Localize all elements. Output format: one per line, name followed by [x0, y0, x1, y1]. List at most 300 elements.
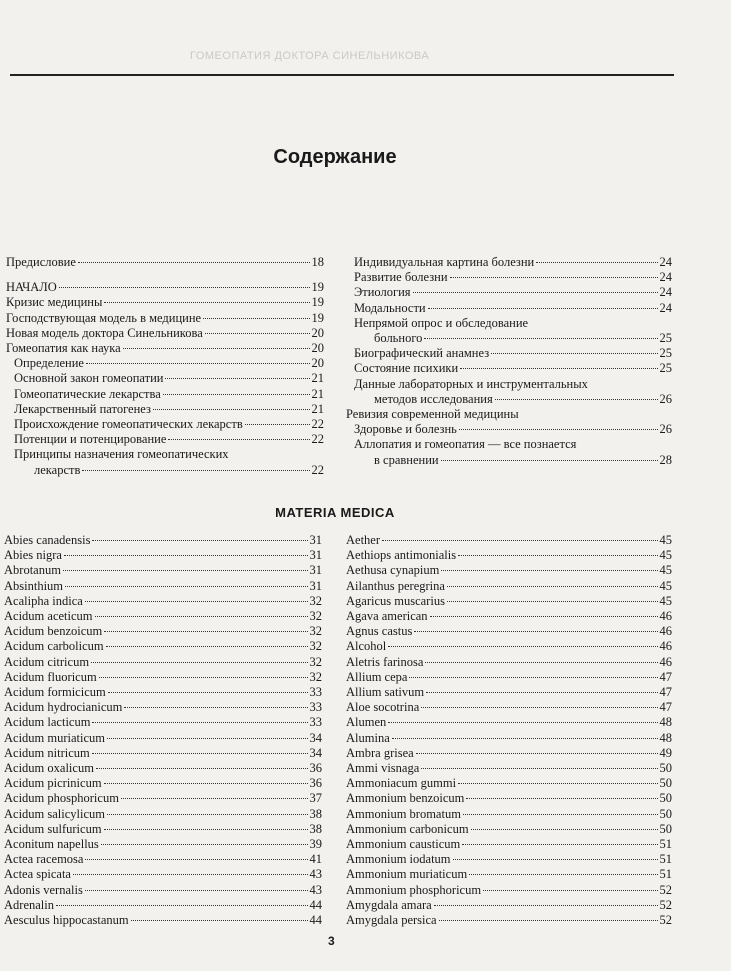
- toc-entry-page: 24: [659, 285, 672, 300]
- dot-leader: [78, 262, 310, 263]
- toc-entry[interactable]: [4, 533, 322, 548]
- toc-entry-label: Acidum sulfuricum: [4, 821, 102, 836]
- toc-entry-label: Развитие болезни: [354, 270, 448, 285]
- toc-entry[interactable]: [6, 387, 324, 402]
- toc-entry-page: 32: [309, 639, 322, 654]
- toc-entry-label: НАЧАЛО: [6, 280, 57, 295]
- dot-leader: [92, 540, 307, 541]
- toc-entry-page: 49: [659, 745, 672, 760]
- toc-entry-label: Acidum salicylicum: [4, 806, 106, 821]
- dot-leader: [82, 470, 309, 471]
- toc-entry[interactable]: [346, 791, 672, 806]
- dot-leader: [85, 601, 308, 602]
- toc-entry-label: Ammoniacum gummi: [346, 776, 457, 791]
- toc-entry-label: Absinthium: [4, 578, 64, 593]
- toc-entry-label: Agaricus muscarius: [346, 593, 445, 608]
- dot-leader: [165, 378, 309, 379]
- toc-entry-label: Acidum fluoricum: [4, 669, 97, 684]
- toc-entry-label: Acidum formicicum: [4, 685, 106, 700]
- page-title: Содержание: [273, 146, 397, 168]
- toc-entry[interactable]: [4, 624, 322, 639]
- toc-entry-page: 21: [311, 371, 324, 386]
- dot-leader: [131, 920, 308, 921]
- toc-entry[interactable]: [346, 898, 672, 913]
- dot-leader: [441, 460, 658, 461]
- toc-entry[interactable]: [4, 883, 322, 898]
- toc-entry[interactable]: [4, 563, 322, 578]
- toc-entry[interactable]: [346, 422, 672, 437]
- toc-entry[interactable]: [346, 807, 672, 822]
- toc-entry[interactable]: [346, 822, 672, 837]
- toc-entry[interactable]: [4, 548, 322, 563]
- toc-entry[interactable]: [346, 731, 672, 746]
- toc-entry-page: 24: [659, 270, 672, 285]
- toc-entry-label: Acidum benzoicum: [4, 624, 103, 639]
- toc-entry-label: Ammonium bromatum: [346, 806, 461, 821]
- header-rule: [10, 74, 674, 76]
- toc-entry[interactable]: [346, 715, 672, 730]
- toc-entry-page: 48: [659, 715, 672, 730]
- dot-leader: [466, 798, 657, 799]
- toc-entry-label: Acidum picrinicum: [4, 776, 102, 791]
- toc-entry-page: 33: [309, 685, 322, 700]
- dot-leader: [469, 874, 657, 875]
- toc-entry-page: 47: [659, 700, 672, 715]
- toc-entry[interactable]: [6, 402, 324, 417]
- toc-entry-label: Aconitum napellus: [4, 837, 99, 852]
- dot-leader: [392, 738, 658, 739]
- toc-entry-label: Abies nigra: [4, 548, 62, 563]
- toc-entry[interactable]: [4, 579, 322, 594]
- dot-leader: [382, 540, 657, 541]
- toc-entry[interactable]: [6, 356, 324, 371]
- dot-leader: [483, 890, 657, 891]
- toc-entry-label: Гомеопатические лекарства: [14, 386, 161, 401]
- dot-leader: [85, 859, 307, 860]
- running-head-bleedthrough: ГОМЕОПАТИЯ ДОКТОРА СИНЕЛЬНИКОВА: [190, 50, 430, 62]
- dot-leader: [92, 753, 308, 754]
- page-number: 3: [328, 934, 335, 948]
- toc-entry-page: 50: [659, 776, 672, 791]
- toc-entry[interactable]: [6, 463, 324, 478]
- toc-entry[interactable]: [6, 280, 324, 295]
- toc-entry[interactable]: [4, 837, 322, 852]
- toc-entry-page: 26: [659, 422, 672, 437]
- dot-leader: [73, 874, 308, 875]
- toc-entry-page: 50: [659, 821, 672, 836]
- toc-entry-label: Новая модель доктора Синельникова: [6, 325, 203, 340]
- toc-entry-page: 32: [309, 624, 322, 639]
- dot-leader: [413, 292, 658, 293]
- dot-leader: [458, 555, 657, 556]
- toc-entry-page: 43: [309, 867, 322, 882]
- toc-entry[interactable]: [4, 670, 322, 685]
- toc-entry-label: Agnus castus: [346, 624, 413, 639]
- toc-entry-label: Гомеопатия как наука: [6, 341, 121, 356]
- toc-entry[interactable]: [4, 746, 322, 761]
- toc-entry[interactable]: [346, 331, 672, 346]
- toc-entry-page: 46: [659, 639, 672, 654]
- dot-leader: [153, 409, 310, 410]
- toc-entry[interactable]: [346, 392, 672, 407]
- toc-entry[interactable]: [6, 311, 324, 326]
- toc-entry[interactable]: [346, 301, 672, 316]
- dot-leader: [121, 798, 308, 799]
- toc-entry-page: 32: [309, 654, 322, 669]
- toc-entry[interactable]: [346, 346, 672, 361]
- toc-entry-page: 45: [659, 563, 672, 578]
- toc-entry-label: Aethusa cynapium: [346, 563, 440, 578]
- dot-leader: [428, 308, 658, 309]
- dot-leader: [104, 829, 308, 830]
- toc-entry-label: Лекарственный патогенез: [14, 401, 151, 416]
- toc-entry-label: Ammonium muriaticum: [346, 867, 468, 882]
- toc-entry[interactable]: [4, 761, 322, 776]
- toc-entry-page: 52: [659, 913, 672, 928]
- dot-leader: [462, 844, 657, 845]
- toc-entry-page: 50: [659, 806, 672, 821]
- toc-entry[interactable]: [4, 822, 322, 837]
- toc-entry[interactable]: [346, 852, 672, 867]
- toc-entry[interactable]: [346, 913, 672, 928]
- toc-materia-medica-right-column: [346, 533, 672, 928]
- toc-entry[interactable]: [346, 361, 672, 376]
- dot-leader: [56, 905, 308, 906]
- toc-entry[interactable]: [6, 326, 324, 341]
- toc-entry[interactable]: [346, 655, 672, 670]
- dot-leader: [495, 399, 658, 400]
- toc-entry-label: Acidum nitricum: [4, 745, 90, 760]
- dot-leader: [63, 570, 308, 571]
- toc-entry-label: Adonis vernalis: [4, 882, 83, 897]
- dot-leader: [414, 631, 657, 632]
- toc-entry-first-line: Непрямой опрос и обследование: [354, 315, 529, 330]
- toc-entry-page: 48: [659, 730, 672, 745]
- toc-entry-page: 25: [659, 331, 672, 346]
- dot-leader: [416, 753, 658, 754]
- toc-entry[interactable]: [4, 852, 322, 867]
- toc-entry-page: 36: [309, 776, 322, 791]
- toc-entry[interactable]: [4, 700, 322, 715]
- toc-entry-page: 21: [311, 401, 324, 416]
- dot-leader: [460, 368, 657, 369]
- toc-entry-label: Abies canadensis: [4, 533, 91, 547]
- toc-entry-label: методов исследования: [374, 391, 493, 406]
- dot-leader: [104, 302, 309, 303]
- toc-entry[interactable]: [4, 898, 322, 913]
- toc-entry[interactable]: [346, 563, 672, 578]
- toc-entry[interactable]: [346, 761, 672, 776]
- toc-entry[interactable]: [4, 655, 322, 670]
- toc-entry-label: Ambra grisea: [346, 745, 414, 760]
- toc-entry-label: Определение: [14, 356, 84, 371]
- dot-leader: [205, 333, 310, 334]
- toc-entry-label: Aletris farinosa: [346, 654, 424, 669]
- toc-entry-page: 20: [311, 341, 324, 356]
- toc-entry-label: Allium cepa: [346, 669, 408, 684]
- dot-leader: [92, 722, 307, 723]
- toc-entry-label: Биографический анамнез: [354, 346, 490, 361]
- toc-entry-page: 34: [309, 745, 322, 760]
- toc-entry-page: 21: [311, 386, 324, 401]
- toc-entry[interactable]: [346, 285, 672, 300]
- toc-entry[interactable]: [346, 594, 672, 609]
- toc-entry-label: Acalipha indica: [4, 593, 83, 608]
- toc-entry-page: 31: [309, 578, 322, 593]
- toc-entry-page: 52: [659, 882, 672, 897]
- toc-entry-label: Aloe socotrina: [346, 700, 420, 715]
- toc-entry-label: Ревизия современной медицины: [346, 407, 519, 422]
- toc-entry[interactable]: [346, 746, 672, 761]
- toc-entry[interactable]: [4, 867, 322, 882]
- toc-entry[interactable]: [346, 700, 672, 715]
- toc-entry[interactable]: [346, 867, 672, 882]
- toc-entry-page: 32: [309, 609, 322, 624]
- dot-leader: [453, 859, 658, 860]
- dot-leader: [388, 722, 657, 723]
- toc-entry[interactable]: [6, 417, 324, 432]
- dot-leader: [123, 348, 310, 349]
- toc-entry-label: Acidum oxalicum: [4, 761, 94, 776]
- dot-leader: [447, 601, 658, 602]
- toc-entry-label: Adrenalin: [4, 897, 54, 912]
- toc-entry-label: Индивидуальная картина болезни: [354, 255, 535, 269]
- toc-entry-page: 31: [309, 533, 322, 547]
- toc-materia-medica-left-column: [4, 533, 322, 928]
- toc-entry-label: Состояние психики: [354, 361, 459, 376]
- toc-entry-page: 50: [659, 761, 672, 776]
- dot-leader: [96, 768, 308, 769]
- toc-entry-page: 51: [659, 852, 672, 867]
- toc-entry-page: 22: [311, 432, 324, 447]
- dot-leader: [471, 829, 658, 830]
- dot-leader: [95, 616, 308, 617]
- dot-leader: [425, 662, 657, 663]
- dot-leader: [99, 677, 308, 678]
- toc-entry-label: лекарств: [34, 462, 81, 477]
- toc-entry-label: Ammonium causticum: [346, 837, 461, 852]
- toc-entry[interactable]: [346, 639, 672, 654]
- toc-entry[interactable]: [346, 548, 672, 563]
- dot-leader: [85, 890, 308, 891]
- toc-entry-label: Acidum citricum: [4, 654, 90, 669]
- toc-entry-label: Господствующая модель в медицине: [6, 310, 202, 325]
- dot-leader: [536, 262, 657, 263]
- toc-entry-page: 51: [659, 837, 672, 852]
- toc-entry-page: 19: [311, 295, 324, 310]
- toc-entry-page: 24: [659, 300, 672, 315]
- toc-entry-page: 44: [309, 897, 322, 912]
- dot-leader: [409, 677, 657, 678]
- toc-entry[interactable]: [4, 715, 322, 730]
- toc-entry-page: 43: [309, 882, 322, 897]
- toc-entry-page: 18: [311, 255, 324, 269]
- toc-entry-label: Acidum aceticum: [4, 609, 93, 624]
- toc-entry-page: 46: [659, 624, 672, 639]
- dot-leader: [91, 662, 307, 663]
- toc-entry-page: 25: [659, 361, 672, 376]
- toc-entry-page: 20: [311, 356, 324, 371]
- toc-entry[interactable]: [4, 609, 322, 624]
- toc-entry-page: 22: [311, 417, 324, 432]
- toc-entry-page: 32: [309, 593, 322, 608]
- toc-entry-label: Aether: [346, 533, 381, 547]
- dot-leader: [124, 707, 307, 708]
- toc-entry-label: Abrotanum: [4, 563, 61, 578]
- toc-entry-page: 36: [309, 761, 322, 776]
- toc-entry-page: 38: [309, 806, 322, 821]
- toc-entry-label: Agava american: [346, 609, 428, 624]
- materia-medica-heading: MATERIA MEDICA: [275, 505, 395, 520]
- dot-leader: [421, 768, 657, 769]
- dot-leader: [65, 586, 307, 587]
- dot-leader: [108, 692, 308, 693]
- toc-entry-label: Acidum muriaticum: [4, 730, 106, 745]
- dot-leader: [459, 429, 658, 430]
- toc-intro-right-column: [346, 255, 672, 468]
- toc-entry-label: Ammonium benzoicum: [346, 791, 465, 806]
- dot-leader: [104, 783, 308, 784]
- toc-entry-page: 22: [311, 462, 324, 477]
- toc-entry-page: 33: [309, 715, 322, 730]
- dot-leader: [439, 920, 658, 921]
- dot-leader: [447, 586, 658, 587]
- toc-entry-page: 45: [659, 548, 672, 563]
- toc-entry-label: Aesculus hippocastanum: [4, 913, 129, 928]
- toc-entry[interactable]: [346, 624, 672, 639]
- toc-entry[interactable]: [346, 579, 672, 594]
- toc-entry[interactable]: [346, 776, 672, 791]
- toc-entry[interactable]: [346, 685, 672, 700]
- toc-entry-label: Ammi visnaga: [346, 761, 420, 776]
- dot-leader: [426, 692, 657, 693]
- toc-entry-label: Actea racemosa: [4, 852, 84, 867]
- toc-entry[interactable]: [346, 270, 672, 285]
- dot-leader: [421, 707, 657, 708]
- dot-leader: [168, 439, 309, 440]
- dot-leader: [463, 814, 658, 815]
- dot-leader: [450, 277, 658, 278]
- toc-entry-page: 45: [659, 578, 672, 593]
- dot-leader: [458, 783, 657, 784]
- toc-entry-label: в сравнении: [374, 452, 439, 467]
- dot-leader: [106, 646, 308, 647]
- toc-entry[interactable]: [4, 594, 322, 609]
- dot-leader: [59, 287, 310, 288]
- toc-entry-page: 32: [309, 669, 322, 684]
- toc-entry[interactable]: [346, 407, 672, 422]
- toc-entry-page: 47: [659, 685, 672, 700]
- toc-entry-page: 24: [659, 255, 672, 269]
- toc-entry-first-line: Принципы назначения гомеопатических: [14, 447, 229, 462]
- dot-leader: [86, 363, 310, 364]
- toc-entry-page: 51: [659, 867, 672, 882]
- toc-entry-page: 34: [309, 730, 322, 745]
- toc-entry-page: 33: [309, 700, 322, 715]
- toc-entry-page: 26: [659, 391, 672, 406]
- toc-entry-label: Происхождение гомеопатических лекарств: [14, 417, 243, 432]
- toc-entry[interactable]: [346, 453, 672, 468]
- toc-entry-label: больного: [374, 331, 423, 346]
- toc-entry[interactable]: [6, 255, 324, 270]
- toc-entry-page: 31: [309, 548, 322, 563]
- dot-leader: [441, 570, 657, 571]
- toc-entry[interactable]: [4, 913, 322, 928]
- toc-entry-label: Ailanthus peregrina: [346, 578, 445, 593]
- toc-entry[interactable]: [346, 255, 672, 270]
- toc-entry-label: Кризис медицины: [6, 295, 103, 310]
- dot-leader: [424, 338, 657, 339]
- toc-entry-page: 52: [659, 897, 672, 912]
- toc-entry-label: Ammonium carbonicum: [346, 821, 469, 836]
- toc-entry-first-line: Аллопатия и гомеопатия — все познается: [354, 437, 577, 452]
- toc-entry[interactable]: [346, 837, 672, 852]
- toc-entry-first-line: Данные лабораторных и инструментальных: [354, 376, 588, 391]
- toc-entry-page: 39: [309, 837, 322, 852]
- toc-entry-label: Здоровье и болезнь: [354, 422, 457, 437]
- toc-entry-page: 20: [311, 325, 324, 340]
- toc-entry[interactable]: [6, 295, 324, 310]
- toc-entry[interactable]: [4, 639, 322, 654]
- dot-leader: [203, 318, 309, 319]
- toc-entry-page: 50: [659, 791, 672, 806]
- toc-entry-page: 31: [309, 563, 322, 578]
- toc-entry-page: 41: [309, 852, 322, 867]
- toc-entry-label: Alcohol: [346, 639, 387, 654]
- toc-entry[interactable]: [346, 533, 672, 548]
- toc-entry-label: Предисловие: [6, 255, 76, 269]
- toc-entry[interactable]: [6, 432, 324, 447]
- dot-leader: [491, 353, 657, 354]
- dot-leader: [245, 424, 310, 425]
- toc-entry[interactable]: [346, 670, 672, 685]
- toc-entry-page: 46: [659, 609, 672, 624]
- toc-entry-page: 19: [311, 280, 324, 295]
- toc-entry-label: Ammonium iodatum: [346, 852, 451, 867]
- dot-leader: [163, 394, 310, 395]
- toc-entry[interactable]: [346, 609, 672, 624]
- dot-leader: [64, 555, 308, 556]
- toc-entry-label: Actea spicata: [4, 867, 71, 882]
- toc-intro-left-column: [6, 255, 324, 478]
- toc-entry-label: Alumina: [346, 730, 390, 745]
- toc-entry-page: 25: [659, 346, 672, 361]
- toc-entry-page: 28: [659, 452, 672, 467]
- toc-entry-label: Ammonium phosphoricum: [346, 882, 482, 897]
- toc-entry-page: 47: [659, 669, 672, 684]
- toc-entry[interactable]: [4, 731, 322, 746]
- toc-entry-label: Aethiops antimonialis: [346, 548, 457, 563]
- toc-entry[interactable]: [6, 371, 324, 386]
- toc-entry[interactable]: [4, 685, 322, 700]
- toc-entry[interactable]: [4, 776, 322, 791]
- toc-entry-label: Amygdala amara: [346, 897, 432, 912]
- dot-leader: [434, 905, 658, 906]
- toc-entry-page: 45: [659, 593, 672, 608]
- toc-entry[interactable]: [346, 883, 672, 898]
- toc-entry-label: Основной закон гомеопатии: [14, 371, 164, 386]
- toc-entry-label: Acidum hydrocianicum: [4, 700, 123, 715]
- toc-entry-page: 19: [311, 310, 324, 325]
- toc-entry-label: Модальности: [354, 300, 426, 315]
- toc-entry-page: 38: [309, 821, 322, 836]
- toc-entry[interactable]: [4, 807, 322, 822]
- dot-leader: [388, 646, 657, 647]
- toc-entry[interactable]: [4, 791, 322, 806]
- toc-entry-page: 46: [659, 654, 672, 669]
- toc-entry[interactable]: [6, 341, 324, 356]
- toc-entry-label: Acidum lacticum: [4, 715, 91, 730]
